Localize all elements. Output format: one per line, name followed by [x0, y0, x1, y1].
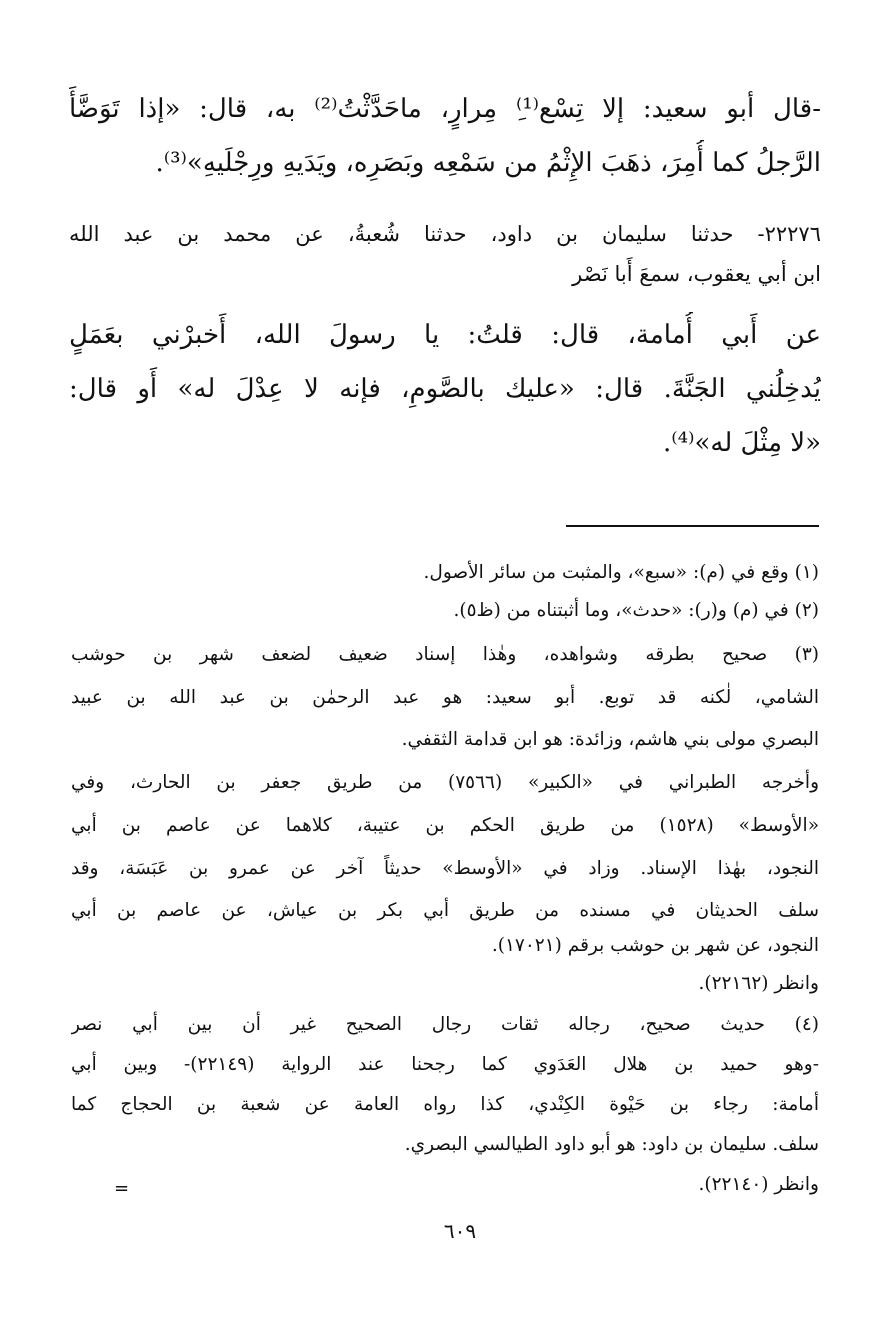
- footnote-line: (٤) حديث صحيح، رجاله ثقات رجال الصحيح غير أن بين أبي نصر: [71, 1014, 819, 1035]
- footnote-line: وأخرجه الطبراني في «الكبير» (٧٥٦٦) من طريق جعفر بن الحارث، وفي: [71, 772, 819, 793]
- footnote-line: وانظر (٢٢١٦٢).: [698, 973, 819, 994]
- footnote-line: الشامي، لٰكنه قد توبع. أبو سعيد: هو عبد الرحمٰن بن عبد الله بن عبيد: [71, 687, 819, 708]
- matn-line: يُدخِلُني الجَنَّةَ. قال: «عليك بالصَّومِ، فإنه لا عِدْلَ له» أَو قال:: [69, 374, 821, 404]
- page-number: ٦٠٩: [443, 1219, 477, 1243]
- footnote-line: (٢) في (م) و(ر): «حدث»، وما أثبتناه من (ظ٥).: [453, 600, 819, 621]
- isnad-line: ٢٢٢٧٦- حدثنا سليمان بن داود، حدثنا شُعبةُ، عن محمد بن عبد الله: [69, 222, 821, 246]
- footnote-line: (٣) صحيح بطرقه وشواهده، وهٰذا إسناد ضعيف لضعف شهر بن حوشب: [71, 644, 819, 665]
- footnote-line: -وهو حميد بن هلال العَدَوي كما رجحنا عند الرواية (٢٢١٤٩)- وبين أبي: [71, 1054, 819, 1075]
- footnote-line: «الأوسط» (١٥٢٨) من طريق الحكم بن عتيبة، كلاهما عن عاصم بن أبي: [71, 815, 819, 836]
- matn-line: عن أَبي أُمامة، قال: قلتُ: يا رسولَ الله، أَخبرْني بعَمَلٍ: [69, 320, 821, 350]
- matn-line: «لا مِثْلَ له»⁽⁴⁾.: [663, 428, 821, 458]
- footnote-line: البصري مولى بني هاشم، وزائدة: هو ابن قدامة الثقفي.: [401, 729, 819, 750]
- footnote-line: سلف الحديثان في مسنده من طريق أبي بكر بن عياش، عن عاصم بن أبي: [71, 900, 819, 921]
- footnote-line: النجود، بهٰذا الإسناد. وزاد في «الأوسط» حديثاً آخر عن عمرو بن عَبَسَة، وقد: [71, 858, 819, 879]
- footnote-line: النجود، عن شهر بن حوشب برقم (١٧٠٢١).: [491, 935, 819, 956]
- continuation-mark: =: [114, 1178, 130, 1199]
- footnote-line: وانظر (٢٢١٤٠).: [698, 1174, 819, 1195]
- main-text-line: -قال أبو سعيد: إلا تِسْع⁽¹⁾ِ مِرارٍ، ماحَدَّثْتُ⁽²⁾ به، قال: «إذا تَوَضَّأَ: [69, 94, 821, 124]
- footnote-line: أمامة: رجاء بن حَيْوة الكِنْدي، كذا رواه العامة عن شعبة بن الحجاج كما: [71, 1094, 819, 1115]
- footnote-separator: [566, 525, 819, 527]
- footnote-line: سلف. سليمان بن داود: هو أبو داود الطيالسي البصري.: [404, 1134, 819, 1155]
- footnote-line: (١) وقع في (م): «سبع»، والمثبت من سائر الأصول.: [423, 562, 819, 583]
- main-text-line: الرَّجلُ كما أُمِرَ، ذهَبَ الإِثْمُ من سَمْعِه وبَصَرِه، ويَدَيهِ ورِجْلَيهِ»⁽³⁾.: [155, 148, 821, 178]
- isnad-line: ابن أبي يعقوب، سمعَ أَبا نَصْر: [572, 262, 821, 286]
